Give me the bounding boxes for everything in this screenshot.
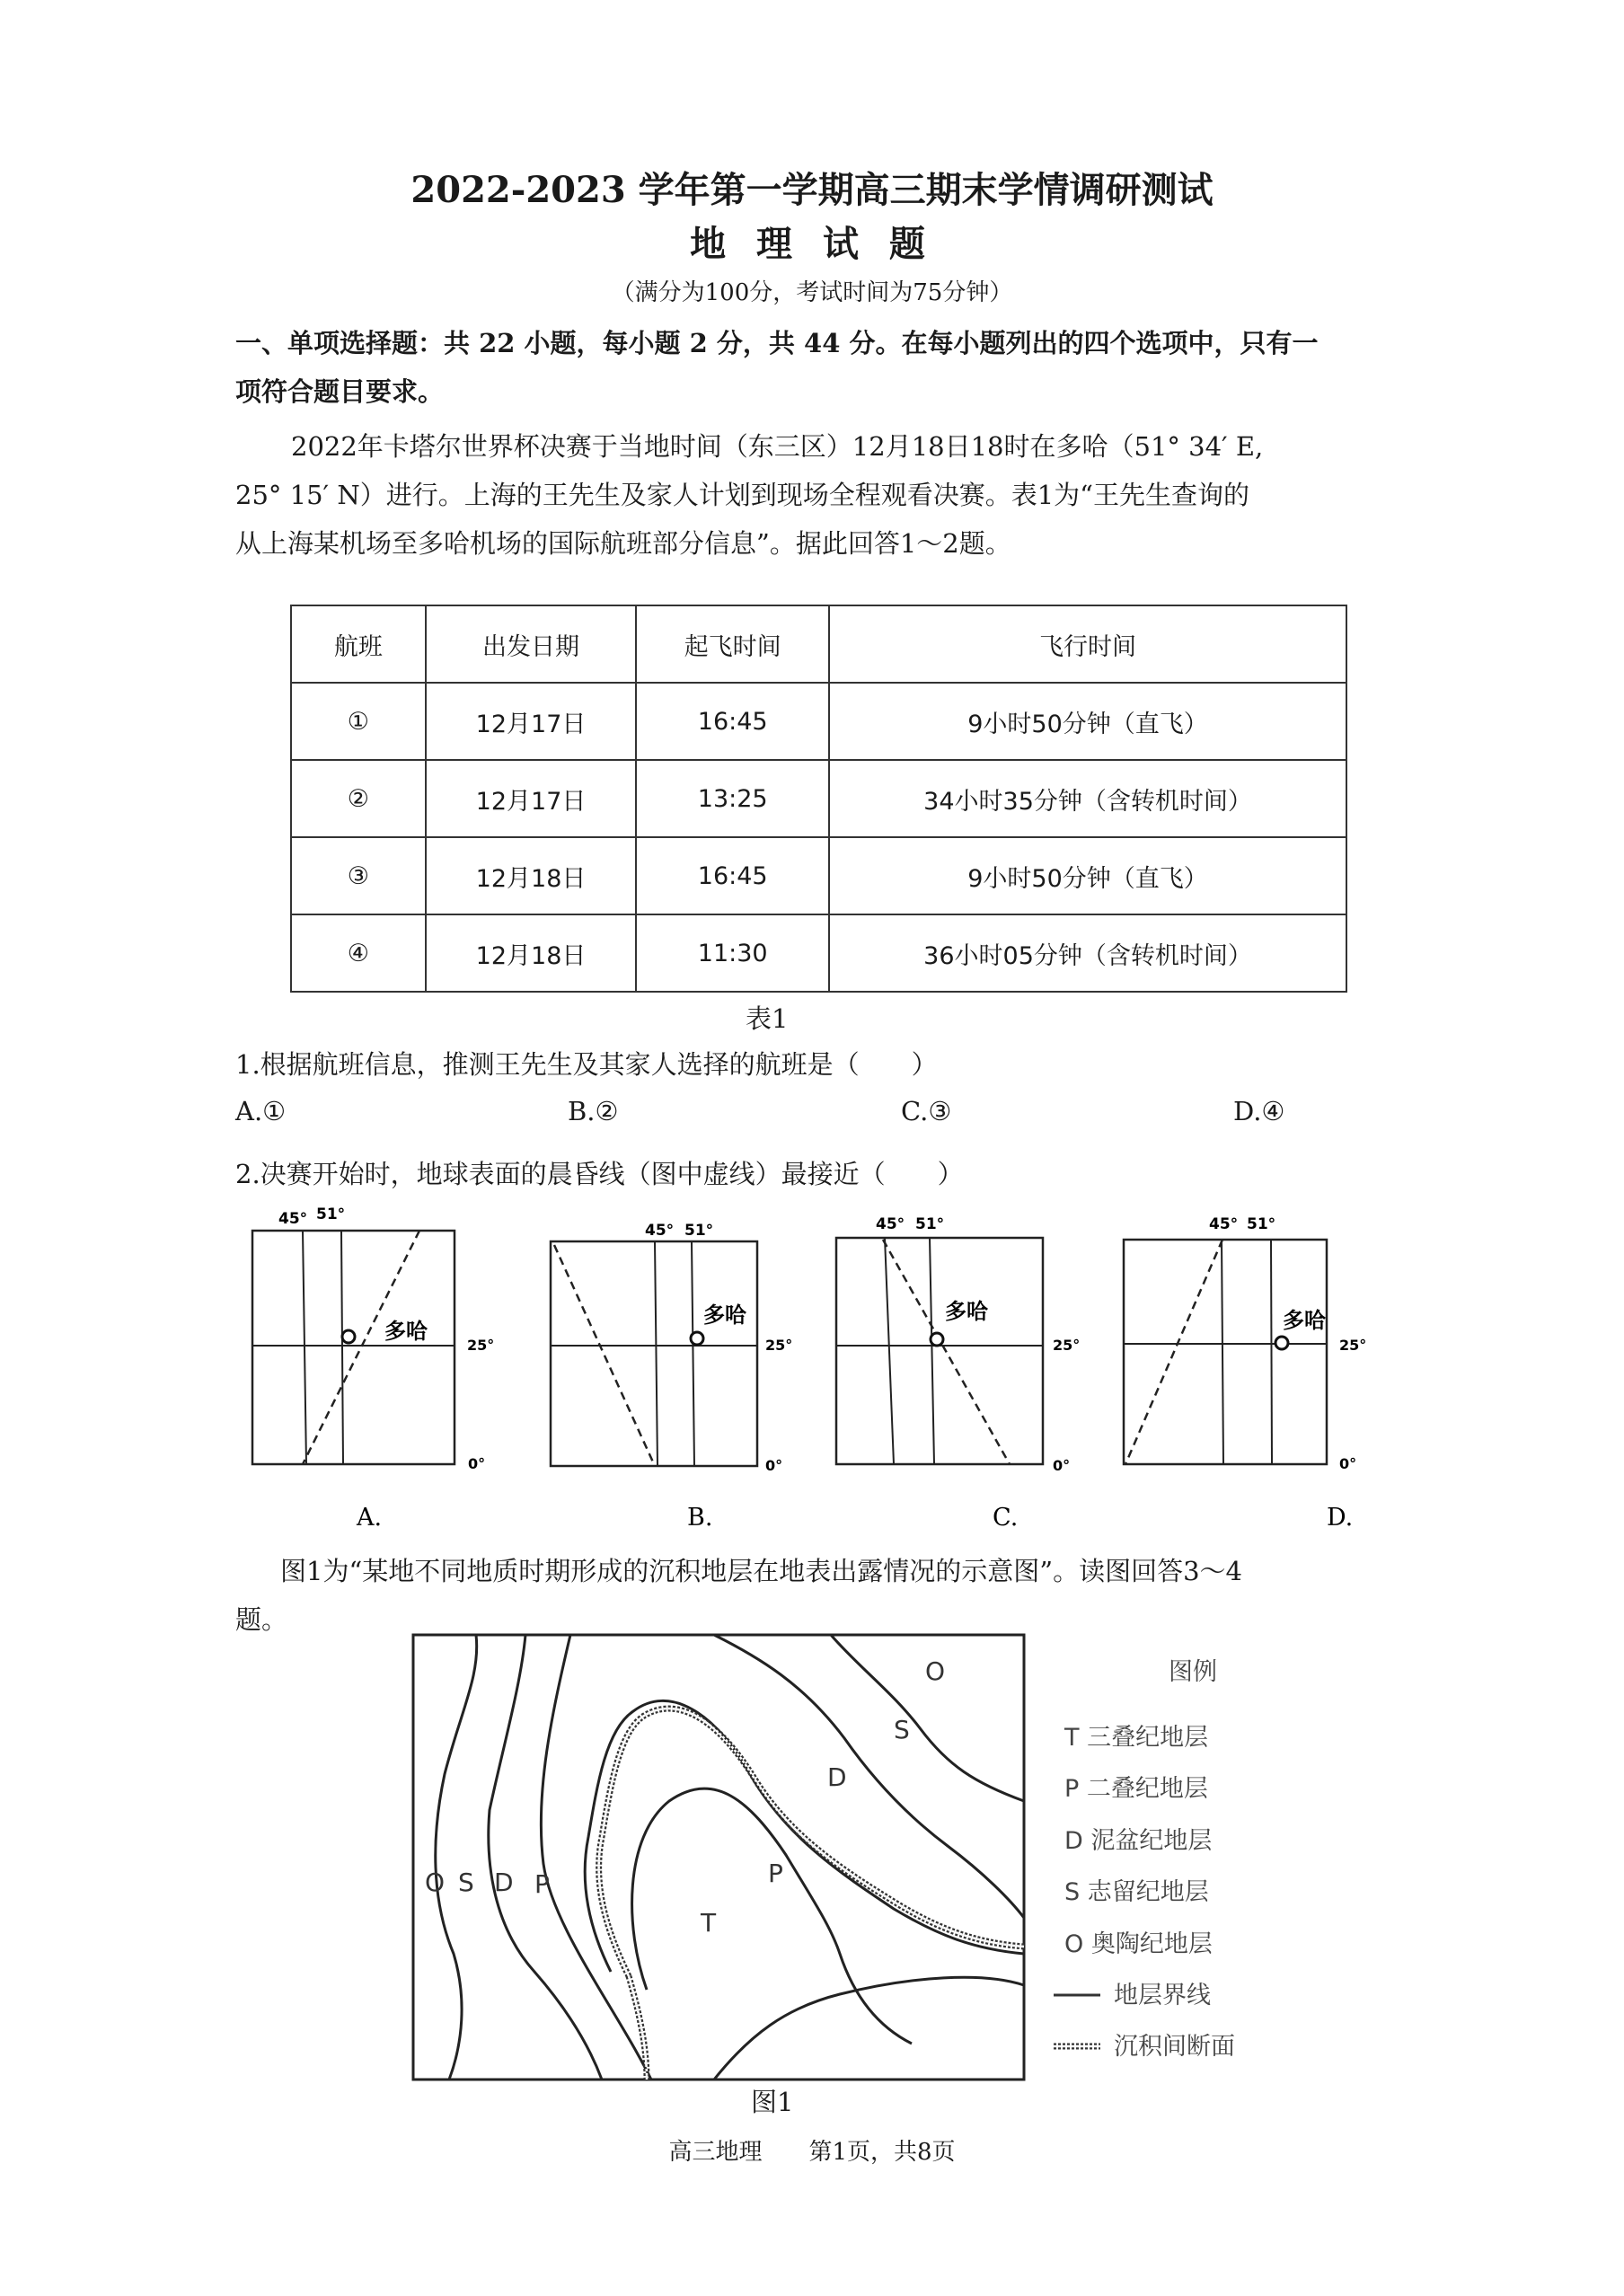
terminator-option-d	[1124, 1215, 1366, 1472]
table-row	[291, 837, 1346, 914]
legend-item-triassic: T 三叠纪地层	[1064, 1724, 1209, 1752]
q2-option-b: B.	[687, 1504, 713, 1532]
geologic-strata-map	[409, 1630, 1267, 2097]
table-header-cell: 起飞时间	[636, 605, 829, 683]
q2-option-a: A.	[357, 1504, 383, 1532]
subject-title: 地 理 试 题	[690, 223, 934, 265]
city-label: 多哈	[703, 1303, 746, 1328]
stratum-label-s: S	[894, 1715, 910, 1744]
table-cell: 13:25	[636, 760, 829, 837]
city-label: 多哈	[1283, 1308, 1326, 1333]
stratum-label-d: D	[494, 1868, 514, 1897]
stratum-label-o: O	[925, 1656, 946, 1686]
table-cell: 12月17日	[426, 760, 637, 837]
page-footer: 高三地理 第1页，共8页	[668, 2139, 956, 2166]
table-cell: 9小时50分钟（直飞）	[829, 683, 1346, 760]
question-1-stem: 1.根据航班信息，推测王先生及其家人选择的航班是（ ）	[235, 1049, 938, 1080]
section-heading-line1: 一、单项选择题：共 22 小题，每小题 2 分，共 44 分。在每小题列出的四个选项中，只有一	[235, 328, 1319, 358]
terminator-options-diagram	[229, 1204, 1397, 1545]
intro-line1: 2022年卡塔尔世界杯决赛于当地时间（东三区）12月18日18时在多哈（51° 34′ E,	[291, 431, 1264, 462]
table-cell: 11:30	[636, 914, 829, 992]
legend-item-unconformity: 沉积间断面	[1114, 2033, 1235, 2061]
table-cell: ③	[291, 837, 426, 914]
table-cell: 16:45	[636, 837, 829, 914]
table-cell: ②	[291, 760, 426, 837]
q2-option-c: C.	[993, 1504, 1019, 1532]
section-heading	[235, 319, 1403, 416]
lat25-label: 25°	[1339, 1337, 1367, 1354]
table-cell: 12月17日	[426, 683, 637, 760]
table-cell: 12月18日	[426, 837, 637, 914]
map-legend	[1054, 1658, 1235, 2061]
figure1-caption: 图1	[751, 2087, 794, 2117]
terminator-option-a	[252, 1205, 494, 1472]
exam-note: （满分为100分，考试时间为75分钟）	[611, 279, 1013, 306]
intro-line3: 从上海某机场至多哈机场的国际航班部分信息”。据此回答1～2题。	[235, 528, 1011, 559]
legend-item-devonian: D 泥盆纪地层	[1064, 1827, 1213, 1855]
intro-line2: 25° 15′ N）进行。上海的王先生及家人计划到现场全程观看决赛。表1为“王先生查询的	[235, 480, 1249, 510]
table-row	[291, 760, 1346, 837]
lon51-label: 51°	[684, 1222, 714, 1240]
question-2-stem: 2.决赛开始时，地球表面的晨昏线（图中虚线）最接近（ ）	[235, 1159, 964, 1189]
table-header-row	[291, 605, 1346, 683]
stratum-label-p: P	[768, 1859, 783, 1888]
lat25-label: 25°	[765, 1337, 793, 1354]
legend-item-ordovician: O 奥陶纪地层	[1064, 1930, 1213, 1958]
legend-item-permian: P 二叠纪地层	[1064, 1775, 1208, 1803]
stratum-label-s: S	[458, 1868, 474, 1897]
lon51-label: 51°	[915, 1215, 945, 1233]
table-header-cell: 航班	[291, 605, 426, 683]
lat0-label: 0°	[1339, 1455, 1357, 1472]
table-row	[291, 914, 1346, 992]
stratum-label-p: P	[534, 1869, 550, 1899]
lon45-label: 45°	[278, 1210, 308, 1228]
table-header-cell: 出发日期	[426, 605, 637, 683]
city-label: 多哈	[945, 1299, 988, 1324]
q1-option-c: C.③	[901, 1096, 952, 1126]
terminator-option-b	[551, 1222, 792, 1474]
table-cell: ④	[291, 914, 426, 992]
table-cell: 34小时35分钟（含转机时间）	[829, 760, 1346, 837]
lon51-label: 51°	[316, 1205, 346, 1223]
lat0-label: 0°	[1053, 1457, 1071, 1474]
figure1-intro-line2: 题。	[235, 1604, 288, 1635]
legend-item-silurian: S 志留纪地层	[1064, 1878, 1209, 1906]
legend-title: 图例	[1169, 1658, 1217, 1686]
table-caption: 表1	[746, 1003, 789, 1034]
legend-item-boundary: 地层界线	[1114, 1982, 1211, 2009]
lat0-label: 0°	[468, 1455, 486, 1472]
figure1-intro	[235, 1547, 1403, 1644]
city-label: 多哈	[384, 1319, 428, 1344]
figure1-intro-line1: 图1为“某地不同地质时期形成的沉积地层在地表出露情况的示意图”。读图回答3～4	[280, 1556, 1243, 1586]
lon45-label: 45°	[1209, 1215, 1239, 1233]
lon51-label: 51°	[1247, 1215, 1276, 1233]
table-cell: 9小时50分钟（直飞）	[829, 837, 1346, 914]
q2-option-d: D.	[1327, 1504, 1354, 1532]
exam-title: 2022-2023 学年第一学期高三期末学情调研测试	[410, 169, 1214, 211]
table-cell: ①	[291, 683, 426, 760]
section-heading-line2: 项符合题目要求。	[235, 376, 445, 407]
table-cell: 36小时05分钟（含转机时间）	[829, 914, 1346, 992]
table-row	[291, 683, 1346, 760]
table-cell: 16:45	[636, 683, 829, 760]
terminator-option-c	[836, 1215, 1080, 1474]
table-cell: 12月18日	[426, 914, 637, 992]
stratum-label-t: T	[701, 1908, 717, 1938]
q1-option-a: A.①	[235, 1096, 287, 1126]
intro-paragraph	[235, 422, 1403, 568]
stratum-label-d: D	[827, 1762, 847, 1792]
q1-option-b: B.②	[568, 1096, 619, 1126]
q1-option-d: D.④	[1233, 1096, 1285, 1126]
table-header-cell: 飞行时间	[829, 605, 1346, 683]
lat0-label: 0°	[765, 1457, 783, 1474]
flight-table	[290, 605, 1347, 993]
stratum-label-o: O	[425, 1868, 446, 1897]
lat25-label: 25°	[467, 1337, 495, 1354]
lon45-label: 45°	[645, 1222, 675, 1240]
lat25-label: 25°	[1053, 1337, 1081, 1354]
lon45-label: 45°	[876, 1215, 905, 1233]
